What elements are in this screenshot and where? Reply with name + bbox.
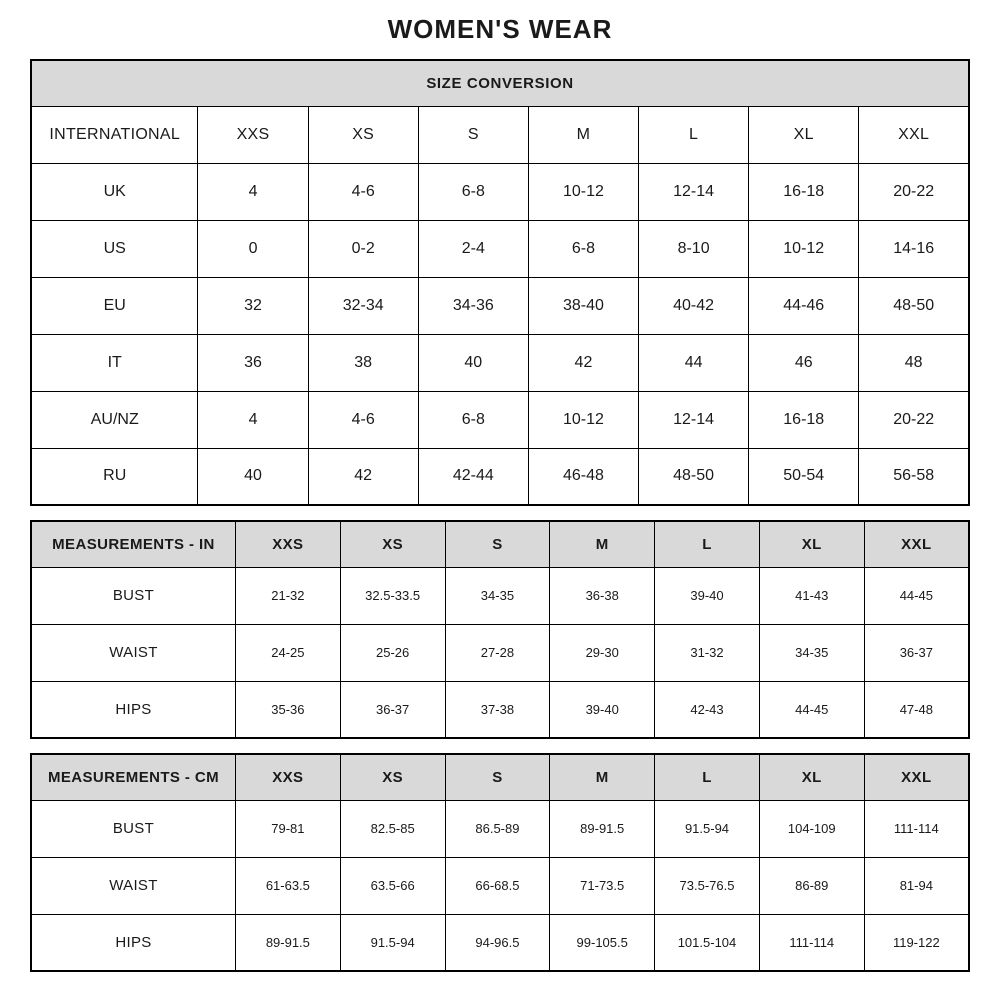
- value-cell: 34-35: [759, 624, 864, 681]
- measurements-in-table: [30, 520, 970, 739]
- value-cell: 6-8: [418, 163, 528, 220]
- value-cell: 48: [859, 334, 969, 391]
- column-header: L: [655, 521, 760, 567]
- value-cell: 94-96.5: [445, 914, 550, 971]
- table-banner-row: [31, 60, 969, 106]
- measurements-cm-table: [30, 753, 970, 972]
- header-label: MEASUREMENTS - CM: [31, 754, 235, 800]
- column-header: S: [445, 754, 550, 800]
- table-header-row: [31, 106, 969, 163]
- value-cell: 61-63.5: [235, 857, 340, 914]
- value-cell: 4: [198, 163, 308, 220]
- value-cell: 48-50: [639, 448, 749, 505]
- value-cell: 44-45: [864, 567, 969, 624]
- value-cell: 44: [639, 334, 749, 391]
- page-title: WOMEN'S WEAR: [387, 14, 613, 44]
- value-cell: 36-38: [550, 567, 655, 624]
- value-cell: 4-6: [308, 163, 418, 220]
- value-cell: 56-58: [859, 448, 969, 505]
- value-cell: 16-18: [749, 391, 859, 448]
- row-label: WAIST: [31, 857, 235, 914]
- column-header: L: [639, 106, 749, 163]
- value-cell: 32: [198, 277, 308, 334]
- value-cell: 101.5-104: [655, 914, 760, 971]
- value-cell: 39-40: [655, 567, 760, 624]
- value-cell: 14-16: [859, 220, 969, 277]
- table-row: [31, 220, 969, 277]
- value-cell: 2-4: [418, 220, 528, 277]
- column-header: M: [550, 521, 655, 567]
- value-cell: 50-54: [749, 448, 859, 505]
- value-cell: 16-18: [749, 163, 859, 220]
- table-row: [31, 334, 969, 391]
- value-cell: 38: [308, 334, 418, 391]
- value-cell: 40: [418, 334, 528, 391]
- value-cell: 38-40: [528, 277, 638, 334]
- value-cell: 4: [198, 391, 308, 448]
- value-cell: 111-114: [864, 800, 969, 857]
- value-cell: 35-36: [235, 681, 340, 738]
- value-cell: 4-6: [308, 391, 418, 448]
- value-cell: 27-28: [445, 624, 550, 681]
- column-header: XXL: [859, 106, 969, 163]
- value-cell: 21-32: [235, 567, 340, 624]
- value-cell: 6-8: [528, 220, 638, 277]
- value-cell: 42-44: [418, 448, 528, 505]
- value-cell: 0: [198, 220, 308, 277]
- row-label: RU: [31, 448, 198, 505]
- column-header: S: [445, 521, 550, 567]
- column-header: XS: [340, 521, 445, 567]
- value-cell: 12-14: [639, 391, 749, 448]
- column-header: XL: [749, 106, 859, 163]
- value-cell: 40: [198, 448, 308, 505]
- column-header: M: [528, 106, 638, 163]
- table-row: [31, 567, 969, 624]
- table-header-row: [31, 521, 969, 567]
- row-label: UK: [31, 163, 198, 220]
- value-cell: 41-43: [759, 567, 864, 624]
- value-cell: 10-12: [749, 220, 859, 277]
- value-cell: 111-114: [759, 914, 864, 971]
- row-label: HIPS: [31, 914, 235, 971]
- value-cell: 63.5-66: [340, 857, 445, 914]
- header-label: MEASUREMENTS - IN: [31, 521, 235, 567]
- value-cell: 36-37: [340, 681, 445, 738]
- column-header: XXS: [198, 106, 308, 163]
- value-cell: 42-43: [655, 681, 760, 738]
- value-cell: 91.5-94: [655, 800, 760, 857]
- table-row: [31, 163, 969, 220]
- value-cell: 6-8: [418, 391, 528, 448]
- header-label: INTERNATIONAL: [31, 106, 198, 163]
- size-conversion-table: [30, 59, 970, 506]
- row-label: AU/NZ: [31, 391, 198, 448]
- value-cell: 8-10: [639, 220, 749, 277]
- value-cell: 32.5-33.5: [340, 567, 445, 624]
- value-cell: 40-42: [639, 277, 749, 334]
- value-cell: 99-105.5: [550, 914, 655, 971]
- value-cell: 86.5-89: [445, 800, 550, 857]
- value-cell: 20-22: [859, 163, 969, 220]
- value-cell: 34-35: [445, 567, 550, 624]
- value-cell: 44-45: [759, 681, 864, 738]
- table-row: [31, 277, 969, 334]
- column-header: XXS: [235, 754, 340, 800]
- value-cell: 82.5-85: [340, 800, 445, 857]
- value-cell: 12-14: [639, 163, 749, 220]
- value-cell: 10-12: [528, 163, 638, 220]
- value-cell: 89-91.5: [550, 800, 655, 857]
- column-header: XXS: [235, 521, 340, 567]
- value-cell: 29-30: [550, 624, 655, 681]
- value-cell: 36-37: [864, 624, 969, 681]
- value-cell: 39-40: [550, 681, 655, 738]
- value-cell: 47-48: [864, 681, 969, 738]
- value-cell: 10-12: [528, 391, 638, 448]
- value-cell: 0-2: [308, 220, 418, 277]
- value-cell: 66-68.5: [445, 857, 550, 914]
- row-label: IT: [31, 334, 198, 391]
- row-label: BUST: [31, 567, 235, 624]
- value-cell: 79-81: [235, 800, 340, 857]
- row-label: BUST: [31, 800, 235, 857]
- value-cell: 44-46: [749, 277, 859, 334]
- value-cell: 37-38: [445, 681, 550, 738]
- column-header: XL: [759, 521, 864, 567]
- table-row: [31, 914, 969, 971]
- value-cell: 42: [528, 334, 638, 391]
- value-cell: 73.5-76.5: [655, 857, 760, 914]
- value-cell: 20-22: [859, 391, 969, 448]
- table-row: [31, 448, 969, 505]
- value-cell: 32-34: [308, 277, 418, 334]
- value-cell: 119-122: [864, 914, 969, 971]
- column-header: M: [550, 754, 655, 800]
- value-cell: 36: [198, 334, 308, 391]
- value-cell: 46-48: [528, 448, 638, 505]
- table-row: [31, 624, 969, 681]
- row-label: EU: [31, 277, 198, 334]
- column-header: L: [655, 754, 760, 800]
- column-header: S: [418, 106, 528, 163]
- column-header: XXL: [864, 521, 969, 567]
- value-cell: 81-94: [864, 857, 969, 914]
- value-cell: 48-50: [859, 277, 969, 334]
- value-cell: 91.5-94: [340, 914, 445, 971]
- column-header: XS: [340, 754, 445, 800]
- value-cell: 31-32: [655, 624, 760, 681]
- value-cell: 34-36: [418, 277, 528, 334]
- value-cell: 42: [308, 448, 418, 505]
- row-label: HIPS: [31, 681, 235, 738]
- value-cell: 24-25: [235, 624, 340, 681]
- table-banner: SIZE CONVERSION: [31, 60, 969, 106]
- value-cell: 46: [749, 334, 859, 391]
- column-header: XS: [308, 106, 418, 163]
- value-cell: 104-109: [759, 800, 864, 857]
- column-header: XXL: [864, 754, 969, 800]
- value-cell: 86-89: [759, 857, 864, 914]
- column-header: XL: [759, 754, 864, 800]
- table-row: [31, 857, 969, 914]
- row-label: WAIST: [31, 624, 235, 681]
- table-row: [31, 391, 969, 448]
- value-cell: 71-73.5: [550, 857, 655, 914]
- table-row: [31, 800, 969, 857]
- value-cell: 25-26: [340, 624, 445, 681]
- table-header-row: [31, 754, 969, 800]
- value-cell: 89-91.5: [235, 914, 340, 971]
- row-label: US: [31, 220, 198, 277]
- table-row: [31, 681, 969, 738]
